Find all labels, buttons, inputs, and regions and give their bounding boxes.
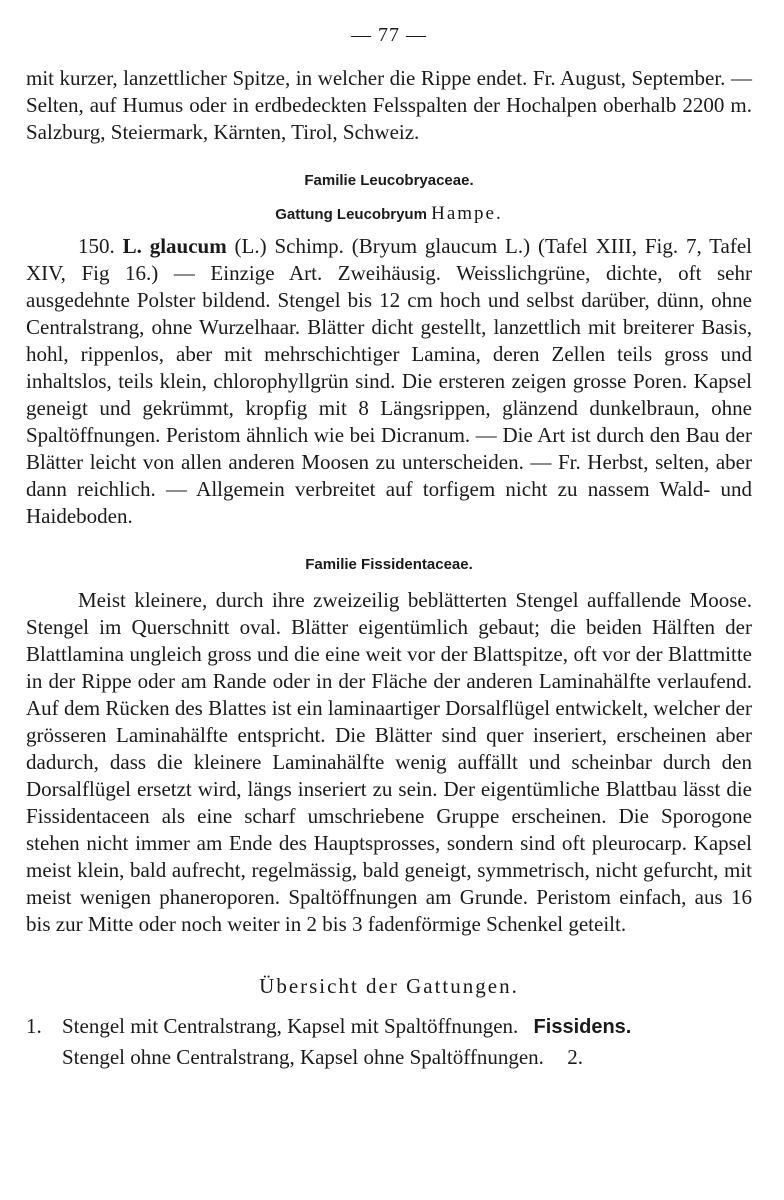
- page-number: — 77 —: [351, 24, 427, 46]
- genus-key: [26, 1011, 752, 1072]
- book-page: [26, 20, 752, 1072]
- key-statement: Stengel mit Centralstrang, Kapsel mit Spaltöffnungen.: [62, 1014, 519, 1038]
- key-text: [62, 1042, 752, 1072]
- species-name: L. glaucum: [122, 234, 227, 258]
- key-row: [26, 1042, 752, 1072]
- family-description-fissidentaceae: Meist kleinere, durch ihre zweizeilig beblätterten Stengel auffallende Moose. Stengel im Querschnitt oval. Blätter eigentümlich gebaut; die beiden Hälften der Blattlamina ungleich gross und die eine weit vor der Blattspitze, oft vor der Blattmitte in der Rippe oder am Rande oder in der Fläche der anderen Laminahälfte verlaufend. Auf dem Rücken des Blattes ist ein laminaartiger Dorsalflügel entwickelt, welcher der grösseren Laminahälfte entspricht. Die Blätter sind quer inseriert, erscheinen aber dadurch, dass die kleinere Laminahälfte wenig auffällt und scheinbar durch den Dorsalflügel ersetzt wird, längs inseriert zu sein. Der eigentümliche Blattbau lässt die Fissidentaceen als eine scharf umschriebene Gruppe erscheinen. Die Sporogone stehen nicht immer am Ende des Hauptsprosses, sondern sind oft pleurocarp. Kapsel meist klein, bald aufrecht, regelmässig, bald geneigt, symmetrisch, nicht gefurcht, mit meist wenigen phaneroporen. Spaltöffnungen am Grunde. Peristom einfach, aus 16 bis zur Mitte oder noch weiter in 2 bis 3 fadenförmige Schenkel geteilt.: [26, 588, 752, 936]
- genus-author: Hampe.: [431, 203, 503, 224]
- genus-heading-leucobryum: [26, 203, 752, 225]
- key-text: [62, 1011, 752, 1042]
- species-number: 150.: [78, 234, 115, 258]
- family-heading-fissidentaceae: Familie Fissidentaceae.: [305, 556, 473, 573]
- key-result-genus: Fissidens.: [533, 1016, 632, 1038]
- intro-paragraph: mit kurzer, lanzettlicher Spitze, in welcher die Rippe endet. Fr. August, September. — Selten, auf Humus oder in erdbedeckten Felsspalten der Hochalpen oberhalb 2200 m. Salzburg, Steiermark, Kärnten, Tirol, Schweiz.: [26, 66, 752, 144]
- genus-label: Gattung Leucobryum: [275, 206, 427, 223]
- species-entry-150: [26, 233, 752, 530]
- key-row: [26, 1011, 752, 1042]
- key-statement: Stengel ohne Centralstrang, Kapsel ohne Spaltöffnungen.: [62, 1045, 544, 1069]
- overview-heading: Übersicht der Gattungen.: [259, 974, 519, 998]
- key-number: 1.: [26, 1014, 42, 1038]
- key-result-next: 2.: [567, 1045, 583, 1069]
- species-description: (L.) Schimp. (Bryum glaucum L.) (Tafel XIII, Fig. 7, Tafel XIV, Fig 16.) — Einzige Art. Zweihäusig. Weisslichgrüne, dichte, oft sehr ausgedehnte Polster bildend. Stengel bis 12 cm hoch und selbst darüber, dünn, ohne Centralstrang, ohne Wurzelhaar. Blätter dicht gestellt, lanzettlich mit breiterer Basis, hohl, rippenlos, aber mit mehrschichtiger Lamina, deren Zellen teils gross und inhaltslos, teils klein, chlorophyllgrün sind. Die ersteren zeigen grosse Poren. Kapsel geneigt und gekrümmt, kropfig mit 8 Längsrippen, glänzend dunkelbraun, ohne Spaltöffnungen. Peristom ähnlich wie bei Dicranum. — Die Art ist durch den Bau der Blätter leicht von allen anderen Moosen zu unterscheiden. — Fr. Herbst, selten, aber dann reichlich. — Allgemein verbreitet auf torfigem nicht zu nassem Wald- und Haideboden.: [26, 234, 752, 528]
- family-heading-leucobryaceae: Familie Leucobryaceae.: [304, 172, 474, 189]
